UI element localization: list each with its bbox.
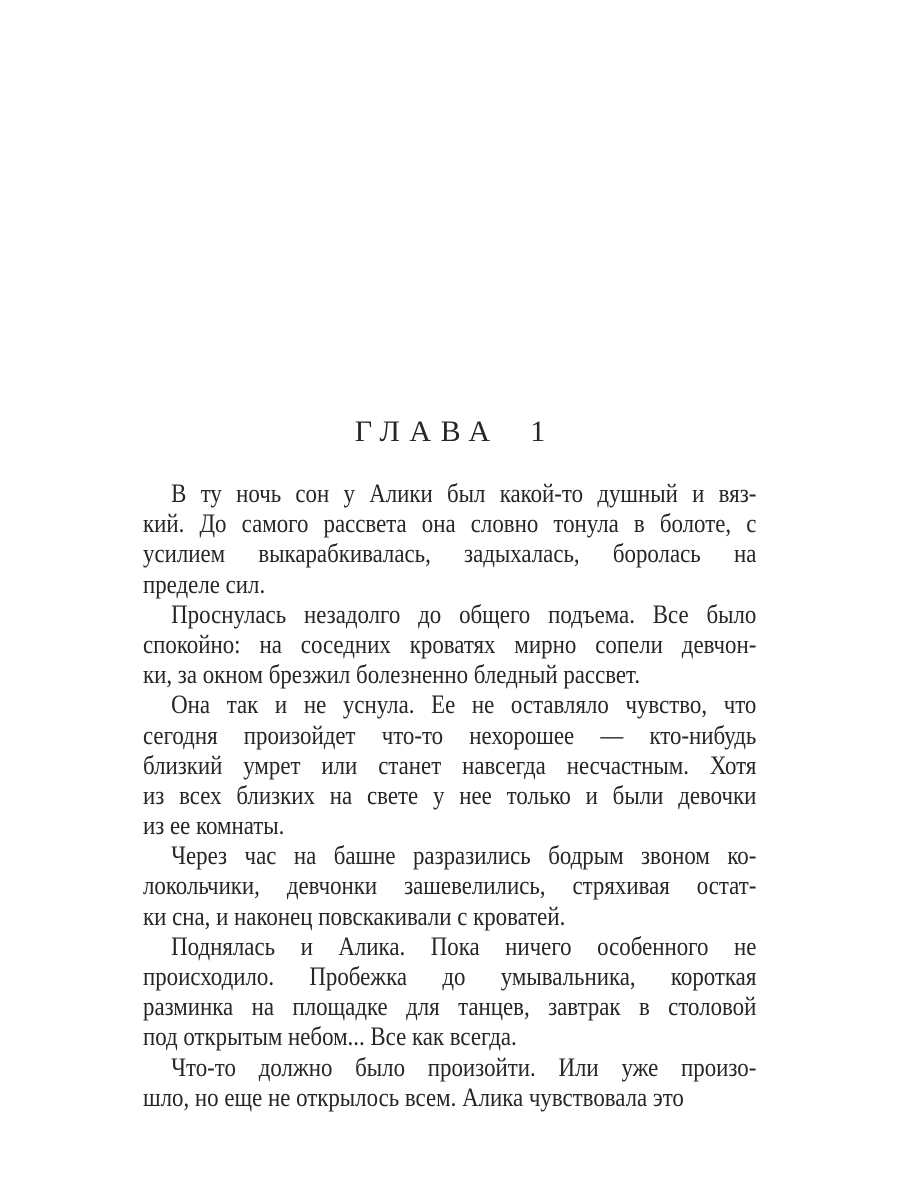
text-line: Через час на башне разразились бодрым звоном ко-	[171, 841, 757, 871]
text-line: из ее комнаты.	[143, 811, 285, 841]
text-line: усилием выкарабкивалась, задыхалась, боролась на	[143, 539, 757, 569]
text-line: ки, за окном брезжил болезненно бледный рассвет.	[143, 660, 641, 690]
text-line: близкий умрет или станет навсегда несчастным. Хотя	[143, 750, 757, 780]
text-line: под открытым небом... Все как всегда.	[143, 1022, 517, 1052]
text-line: В ту ночь сон у Алики был какой-то душный и вяз-	[171, 479, 757, 508]
text-line: кий. До самого рассвета она словно тонула в болоте, с	[143, 509, 757, 539]
text-line: из всех близких на свете у нее только и были девочки	[143, 780, 757, 810]
text-line: пределе сил.	[143, 569, 266, 599]
text-line: Поднялась и Алика. Пока ничего особенного не	[171, 931, 757, 961]
text-line: разминка на площадке для танцев, завтрак в столовой	[143, 992, 757, 1022]
chapter-heading: ГЛАВА 1	[354, 415, 555, 448]
body-text	[143, 479, 756, 1113]
text-line: Она так и не уснула. Ее не оставляло чувство, что	[171, 690, 757, 720]
text-line: Проснулась незадолго до общего подъема. Все было	[171, 599, 757, 629]
text-line: сегодня произойдет что-то нехорошее — кто-нибудь	[143, 720, 757, 750]
text-line: Что-то должно было произойти. Или уже произо-	[171, 1052, 757, 1082]
text-line: локольчики, девчонки зашевелились, стряхивая остат-	[143, 871, 757, 901]
text-line: шло, но еще не открылось всем. Алика чувствовала это	[143, 1082, 684, 1112]
text-line: ки сна, и наконец повскакивали с кроватей.	[143, 901, 566, 931]
text-line: происходило. Пробежка до умывальника, короткая	[143, 962, 757, 991]
text-line: спокойно: на соседних кроватях мирно сопели девчон-	[143, 629, 757, 659]
